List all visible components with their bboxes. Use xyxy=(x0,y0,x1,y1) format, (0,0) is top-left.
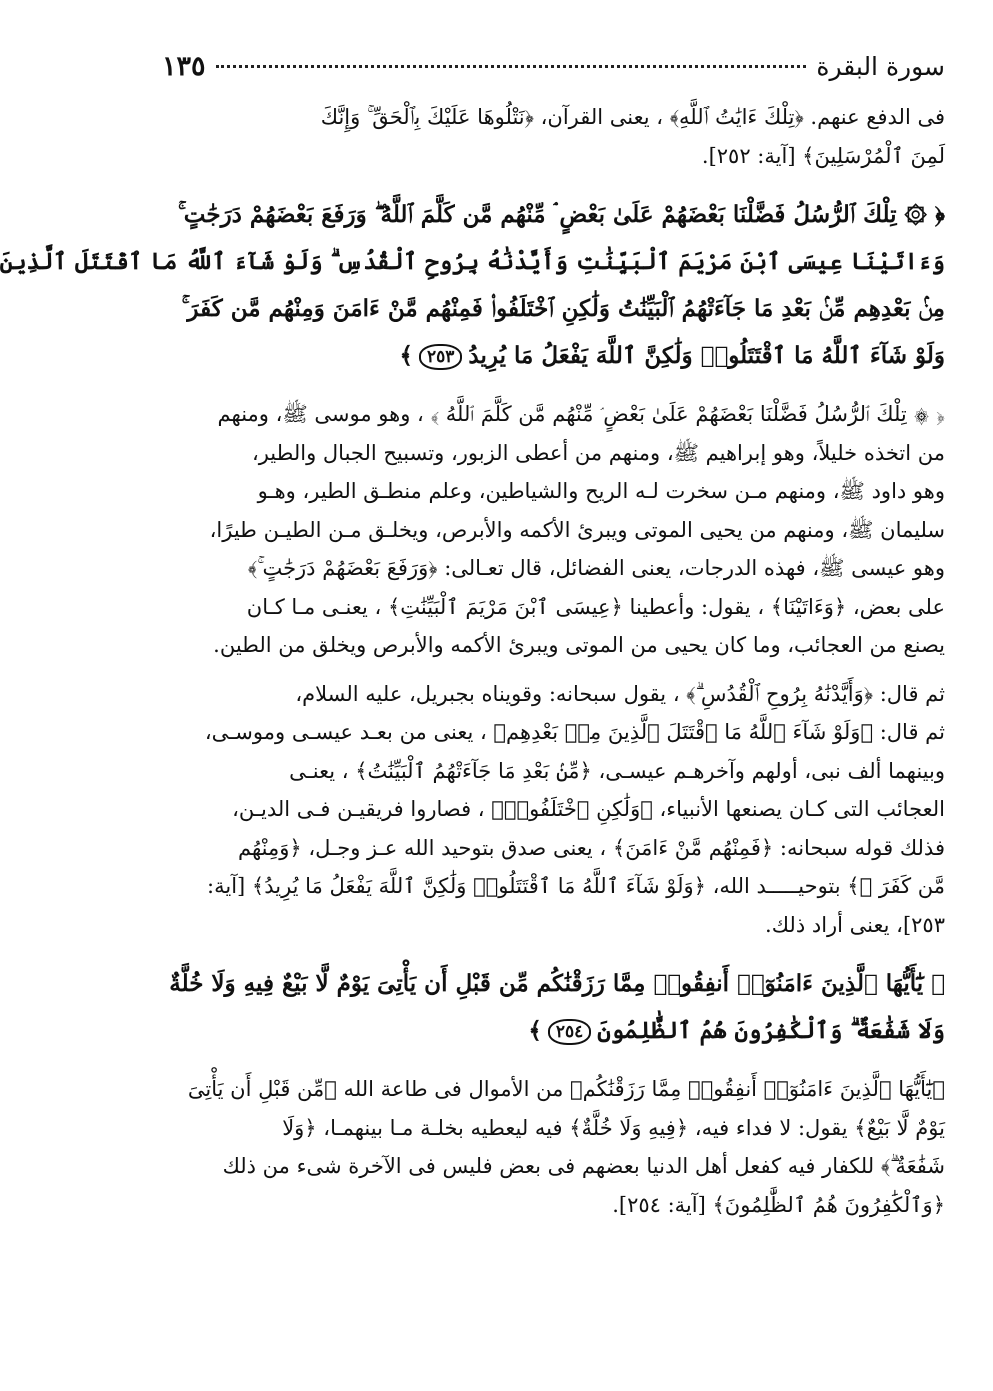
text-line: مَّن كَفَرَ ۚ﴾ بتوحيـــــد الله، ﴿وَلَوْ شَآءَ ٱللَّهُ مَا ٱقْتَتَلُوا۟ وَلَٰكِنَّ ٱللَّهَ يَفْعَلُ مَا يُرِيدُ﴾ [آية: xyxy=(207,874,945,898)
text-line: فذلك قوله سبحانه: ﴿فَمِنْهُم مَّنْ ءَامَنَ﴾ ، يعنى صدق بتوحيد الله عـز وجـل، ﴿وَمِنْهُم xyxy=(238,835,945,860)
page-number: ١٣٥ xyxy=(162,51,206,82)
text-line: ثم قال: ﴿وَأَيَّدْنَٰهُ بِرُوحِ ٱلْقُدُسِ ۗ﴾ ، يقول سبحانه: وقويناه بجبريل، عليه السلام، xyxy=(295,681,945,706)
commentary-paragraph xyxy=(162,98,945,175)
header-dotted-leader xyxy=(216,65,807,68)
verse-line-text: وَلَا شَفَٰعَةٌ ۗ وَٱلْكَٰفِرُونَ هُمُ ٱلظَّٰلِمُونَ xyxy=(597,1017,945,1044)
text-line: من اتخذه خليلاً، وهو إبراهيم ﷺ، ومنهم من أعطى الزبور، وتسبيح الجبال والطير، xyxy=(251,440,945,465)
text-line: على بعض، ﴿وَءَاتَيْنَا﴾ ، يقول: وأعطينا ﴿عِيسَى ٱبْنَ مَرْيَمَ ٱلْبَيِّنَٰتِ﴾ ، يعنـى مـا كـان xyxy=(246,594,945,619)
text-line: شَفَٰعَةٌ ۗ﴾ للكفار فيه كفعل أهل الدنيا بعضهم فى بعض فليس فى الآخرة شىء من ذلك xyxy=(222,1154,945,1178)
text-line: وهو عيسى ﷺ، فهذه الدرجات، يعنى الفضائل، قال تعـالى: ﴿وَرَفَعَ بَعْضَهُمْ دَرَجَٰتٍ ۚ﴾ xyxy=(247,556,945,580)
surah-title: سورة البقرة xyxy=(816,52,945,81)
running-header xyxy=(162,52,945,98)
commentary-paragraph xyxy=(162,675,945,945)
text-line: يَوْمٌ لَّا بَيْعٌ﴾ يقول: لا فداء فيه، ﴿فِيهِ وَلَا خُلَّةٌ﴾ فيه ليعطيه بخلـة مـا بينهمـا، ﴿وَلَا xyxy=(282,1115,945,1140)
verse-line: مِنۢ بَعْدِهِم مِّنۢ بَعْدِ مَا جَآءَتْهُمُ ٱلْبَيِّنَٰتُ وَلَٰكِنِ ٱخْتَلَفُوا۟ فَمِنْهُم مَّنْ ءَامَنَ وَمِنْهُم مَّن كَفَرَ ۚ xyxy=(181,295,945,322)
verse-line: ﴿ ۞ تِلْكَ ٱلرُّسُلُ فَضَّلْنَا بَعْضَهُمْ عَلَىٰ بَعْضٍ ۘ مِّنْهُم مَّن كَلَّمَ ٱللَّهُ ۖ وَرَفَعَ بَعْضَهُمْ دَرَجَٰتٍ ۚ xyxy=(178,201,945,228)
verse-line-text: وَلَوْ شَآءَ ٱللَّهُ مَا ٱقْتَتَلُوا۟ وَلَٰكِنَّ ٱللَّهَ يَفْعَلُ مَا يُرِيدُ xyxy=(468,342,945,369)
text-line: لَمِنَ ٱلْمُرْسَلِينَ﴾ [آية: ٢٥٢]. xyxy=(701,143,945,168)
text-line: ثم قال: ﴿وَلَوْ شَآءَ ٱللَّهُ مَا ٱقْتَتَلَ ٱلَّذِينَ مِنۢ بَعْدِهِم﴾ ، يعنى من بعـد عيسـى وموسـى، xyxy=(204,720,945,744)
verse-line: وَلَا شَفَٰعَةٌ ۗ وَٱلْكَٰفِرُونَ هُمُ ٱلظَّٰلِمُونَ٢٥٤﴾ xyxy=(528,1017,945,1044)
verse-line: ﴿ يَٰٓأَيُّهَا ٱلَّذِينَ ءَامَنُوٓا۟ أَنفِقُوا۟ مِمَّا رَزَقْنَٰكُم مِّن قَبْلِ أَن يَأْتِىَ يَوْمٌ لَّا بَيْعٌ فِيهِ وَلَا خُلَّةٌ xyxy=(169,970,945,997)
text-line: سليمان ﷺ، ومنهم من يحيى الموتى ويبرئ الأكمه والأبرص، ويخلـق مـن الطيـن طيرًا، xyxy=(209,517,945,542)
commentary-paragraph xyxy=(162,395,945,665)
text-line: وبينهما ألف نبى، أولهم وآخرهـم عيسـى، ﴿مِّنۢ بَعْدِ مَا جَآءَتْهُمُ ٱلْبَيِّنَٰتُ﴾ ، يعنـى xyxy=(289,758,945,783)
ayah-number-marker: ٢٥٤ xyxy=(548,1019,591,1045)
quran-verse-block xyxy=(162,960,945,1054)
text-line: ﴿يَٰٓأَيُّهَا ٱلَّذِينَ ءَامَنُوٓا۟ أَنفِقُوا۟ مِمَّا رَزَقْنَٰكُم﴾ من الأموال فى طاعة الله ﴿مِّن قَبْلِ أَن يَأْتِىَ xyxy=(187,1077,945,1101)
ayah-number-marker: ٢٥٣ xyxy=(419,344,462,370)
text-line: ﴿ ۞ تِلْكَ ٱلرُّسُلُ فَضَّلْنَا بَعْضَهُمْ عَلَىٰ بَعْضٍ ۘ مِّنْهُم مَّن كَلَّمَ ٱللَّهُ ﴾ ، وهو موسى ﷺ، ومنهم xyxy=(217,402,945,426)
text-line: العجائب التى كـان يصنعها الأنبياء، ﴿وَلَٰكِنِ ٱخْتَلَفُوا۟﴾ ، فصاروا فريقيـن فـى الديـن، xyxy=(232,797,945,821)
text-line: فى الدفع عنهم. ﴿تِلْكَ ءَايَٰتُ ٱللَّهِ﴾ ، يعنى القرآن، ﴿نَتْلُوهَا عَلَيْكَ بِٱلْحَقِّ ۚ وَإِنَّكَ xyxy=(320,105,945,129)
verse-line: وَءَاتَيْنَا عِيسَى ٱبْنَ مَرْيَمَ ٱلْبَيِّنَٰتِ وَأَيَّدْنَٰهُ بِرُوحِ ٱلْقُدُسِ ۗ وَلَوْ شَآءَ ٱللَّهُ مَا ٱقْتَتَلَ ٱلَّذِينَ xyxy=(0,248,945,275)
quran-verse-block xyxy=(0,191,945,379)
text-line: يصنع من العجائب، وما كان يحيى من الموتى ويبرئ الأكمه والأبرص ويخلق من الطين. xyxy=(213,633,945,657)
text-line: ﴿وَٱلْكَٰفِرُونَ هُمُ ٱلظَّٰلِمُونَ﴾ [آية: ٢٥٤]. xyxy=(612,1192,945,1217)
commentary-paragraph xyxy=(162,1070,945,1224)
verse-line: وَلَوْ شَآءَ ٱللَّهُ مَا ٱقْتَتَلُوا۟ وَلَٰكِنَّ ٱللَّهَ يَفْعَلُ مَا يُرِيدُ٢٥٣﴾ xyxy=(399,342,945,369)
text-line: وهو داود ﷺ، ومنهم مـن سخرت لـه الريح والشياطين، وعلم منطـق الطير، وهـو xyxy=(257,479,945,503)
text-line: ٢٥٣]، يعنى أراد ذلك. xyxy=(765,912,945,937)
